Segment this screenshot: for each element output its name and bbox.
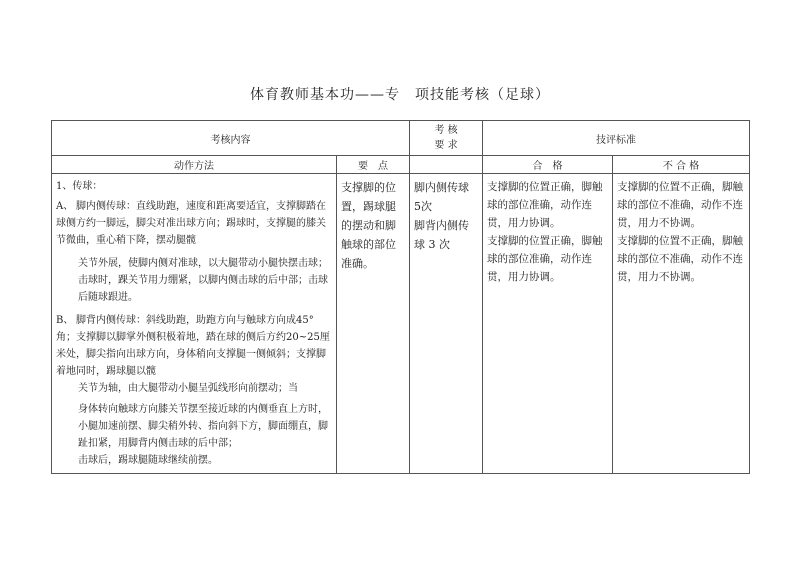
method-cell bbox=[52, 174, 337, 474]
method-a-label: A、 bbox=[56, 201, 74, 212]
requirement-line4: 球 3 次 bbox=[414, 238, 450, 251]
method-b-text4: 击球后，踢球腿随球继续前摆。 bbox=[78, 455, 218, 466]
method-b bbox=[56, 312, 332, 380]
subheader-fail: 不 合 格 bbox=[613, 156, 750, 174]
pass-text2: 支撑脚的位置正确，脚触球的部位准确，动作连贯，用力协调。 bbox=[487, 235, 603, 283]
header-requirement bbox=[410, 121, 483, 156]
method-a-text2: 关节外展，使脚内侧对准球，以大腿带动小腿快摆击球；击球时，踝关节用力绷紧，以脚内侧击球的后中部；击球后随球跟进。 bbox=[78, 258, 328, 303]
pass-cell bbox=[483, 174, 613, 474]
requirement-line1: 脚内侧传球 bbox=[414, 181, 469, 194]
method-a-text1: 脚内侧传球：直线助跑，速度和距离要适宜，支撑脚踏在球侧方约一脚远，脚尖对准出球方向；踢球时，支撑腿的膝关节微曲，重心稍下降，摆动腿髋 bbox=[56, 201, 326, 246]
requirement-line3: 脚背内侧传 bbox=[414, 219, 469, 232]
requirement-line2: 5次 bbox=[414, 200, 432, 213]
subheader-pass: 合 格 bbox=[483, 156, 613, 174]
method-b-text3: 身体转向触球方向膝关节摆至接近球的内侧垂直上方时，小腿加速前摆、脚尖稍外转、指向斜下方，脚面绷直，脚趾扣紧，用脚背内侧击球的后中部； bbox=[78, 404, 328, 449]
key-points-cell: 支撑脚的位置，踢球腿的摆动和脚触球的部位准确。 bbox=[337, 174, 410, 474]
fail-cell bbox=[613, 174, 750, 474]
fail-text1: 支撑脚的位置不正确，脚触球的部位不准确，动作不连贯，用力不协调。 bbox=[617, 181, 743, 229]
method-section-title: 1、传球： bbox=[56, 181, 103, 192]
header-requirement-line2: 要 求 bbox=[434, 140, 458, 151]
method-a bbox=[56, 198, 332, 249]
method-b-label: B、 bbox=[56, 315, 74, 326]
document-title: 体育教师基本功——专 项技能考核（足球） bbox=[250, 87, 550, 103]
header-requirement-line1: 考 核 bbox=[434, 125, 458, 136]
fail-text2: 支撑脚的位置不正确，脚触球的部位不准确，动作不连贯，用力不协调。 bbox=[617, 235, 743, 283]
assessment-table bbox=[51, 120, 750, 474]
header-standard: 技评标准 bbox=[483, 121, 750, 156]
header-content: 考核内容 bbox=[52, 121, 410, 156]
method-b-text2: 关节为轴，由大腿带动小腿呈弧线形向前摆动；当 bbox=[78, 383, 298, 394]
pass-text1: 支撑脚的位置正确，脚触球的部位准确，动作连贯，用力协调。 bbox=[487, 181, 603, 229]
requirement-cell bbox=[410, 174, 483, 474]
subheader-method: 动作方法 bbox=[52, 156, 337, 174]
subheader-key-points: 要 点 bbox=[337, 156, 410, 174]
subheader-blank bbox=[410, 156, 483, 174]
method-b-text1: 脚背内侧传球：斜线助跑，助跑方向与触球方向成45°角；支撑脚以脚掌外侧积极着地，踏在球的侧后方约20~25厘米处，脚尖指向出球方向，身体稍向支撑腿一侧倾斜；支撑脚着地同时，踢球腿以髋 bbox=[56, 315, 330, 377]
